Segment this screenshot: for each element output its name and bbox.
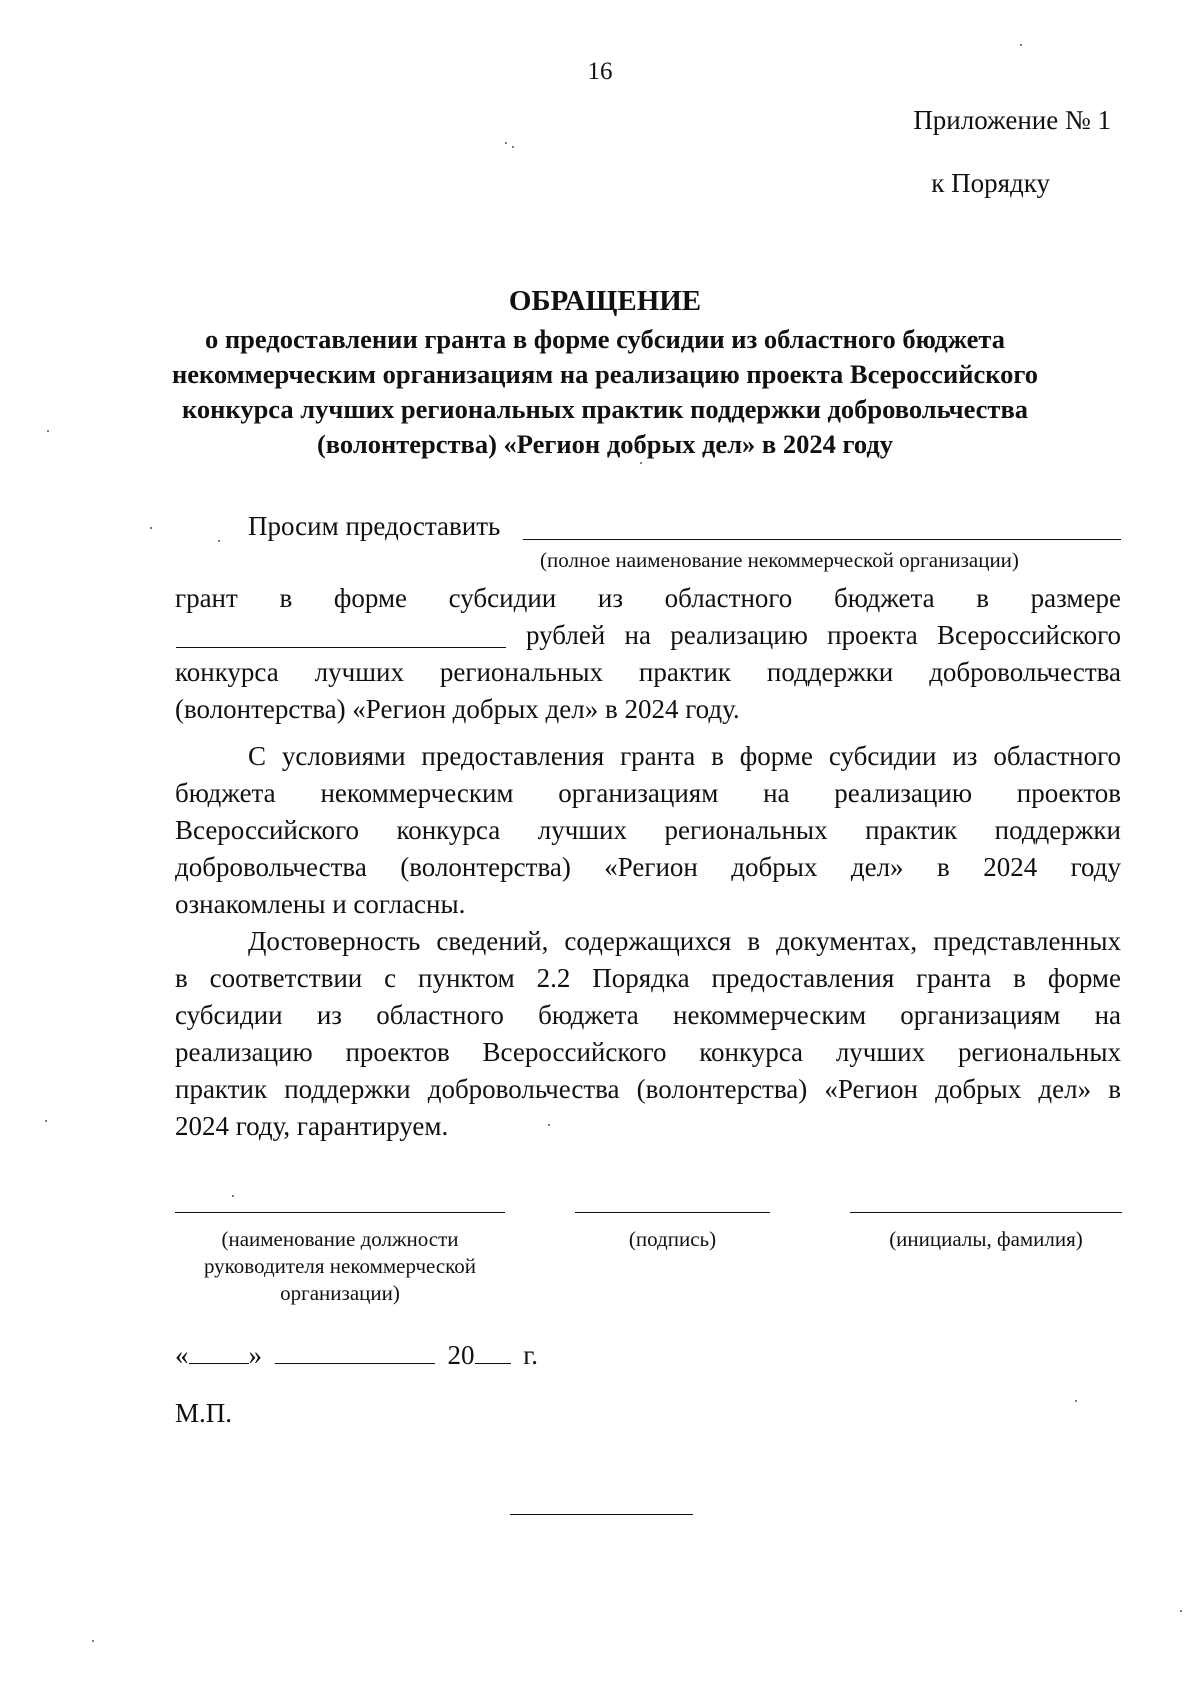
subtitle-line: (волонтерства) «Регион добрых дел» в 2024 году: [316, 429, 894, 459]
document-subtitle: [160, 322, 1050, 462]
day-field[interactable]: [189, 1339, 249, 1364]
year-suffix: г.: [523, 1340, 539, 1370]
signature-line[interactable]: [575, 1212, 770, 1213]
signature-caption: (подпись): [628, 1227, 717, 1251]
appendix-label: Приложение № 1: [913, 105, 1111, 135]
amount-field-line[interactable]: [176, 647, 506, 648]
caption-line: (наименование должности: [221, 1227, 459, 1251]
body-line: конкурса лучших региональных практик поддержки добровольчества: [175, 657, 1121, 687]
date-open-quote: «: [175, 1340, 189, 1370]
subtitle-line: конкурса лучших региональных практик поддержки добровольчества: [181, 394, 1029, 424]
body-line: практик поддержки добровольчества (волонтерства) «Регион добрых дел» в: [175, 1074, 1121, 1104]
subtitle-line: некоммерческим организациям на реализацию проекта Всероссийского: [171, 359, 1039, 389]
end-separator-line: [510, 1514, 693, 1515]
year-field[interactable]: [475, 1339, 511, 1364]
body-line: добровольчества (волонтерства) «Регион добрых дел» в 2024 году: [175, 852, 1121, 882]
body-line: ознакомлены и согласны.: [175, 889, 466, 919]
position-signature-line[interactable]: [175, 1212, 505, 1213]
body-line: Достоверность сведений, содержащихся в документах, представленных: [248, 926, 1121, 956]
body-line: (волонтерства) «Регион добрых дел» в 2024 году.: [175, 694, 740, 724]
body-line: 2024 году, гарантируем.: [175, 1111, 449, 1141]
org-name-field-line[interactable]: [523, 539, 1121, 540]
name-caption: (инициалы, фамилия): [889, 1227, 1083, 1251]
position-caption: [160, 1226, 520, 1307]
appendix-sub: к Порядку: [931, 168, 1050, 198]
org-name-caption: (полное наименование некоммерческой организации): [540, 548, 1019, 572]
body-line: Всероссийского конкурса лучших региональных практик поддержки: [175, 815, 1121, 845]
body-line: грант в форме субсидии из областного бюджета в размере: [175, 583, 1121, 613]
stamp-placeholder: М.П.: [175, 1398, 233, 1428]
page-number: 16: [587, 58, 613, 85]
subtitle-line: о предоставлении гранта в форме субсидии из областного бюджета: [205, 324, 1005, 354]
name-signature-line[interactable]: [850, 1212, 1122, 1213]
body-line: реализацию проектов Всероссийского конкурса лучших региональных: [175, 1037, 1121, 1067]
body-line: С условиями предоставления гранта в форме субсидии из областного: [248, 741, 1121, 771]
caption-line: руководителя некоммерческой: [203, 1254, 477, 1278]
date-row: [175, 1339, 538, 1371]
year-prefix: 20: [447, 1340, 475, 1370]
body-line: бюджета некоммерческим организациям на реализацию проектов: [175, 778, 1121, 808]
body-line: в соответствии с пунктом 2.2 Порядка предоставления гранта в форме: [175, 963, 1121, 993]
body-line: субсидии из областного бюджета некоммерческим организациям на: [175, 1000, 1121, 1030]
request-prefix: Просим предоставить: [248, 511, 501, 541]
document-title: ОБРАЩЕНИЕ: [508, 285, 702, 317]
caption-line: организации): [280, 1281, 400, 1305]
body-line: рублей на реализацию проекта Всероссийского: [526, 620, 1121, 650]
date-close-quote: »: [248, 1340, 262, 1370]
month-field[interactable]: [275, 1339, 435, 1364]
